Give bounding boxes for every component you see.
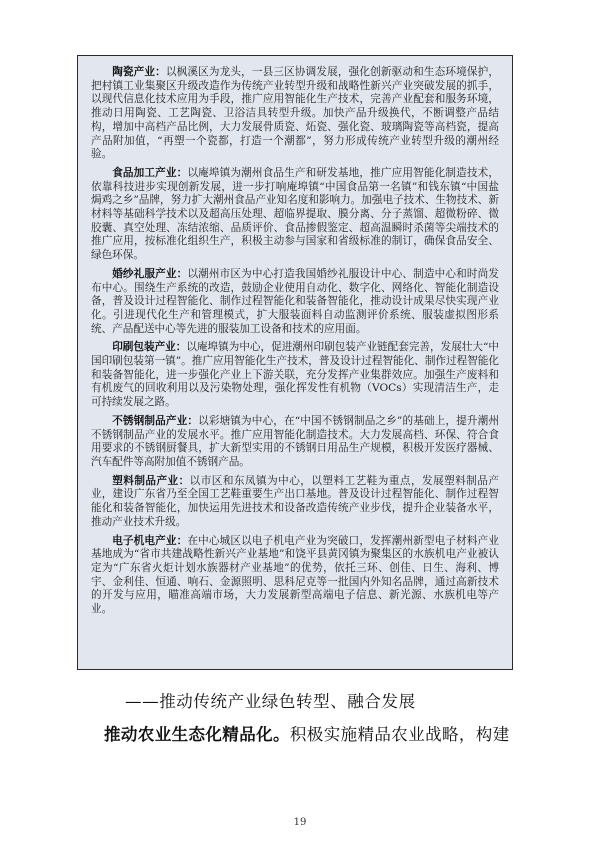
box-paragraph bbox=[91, 475, 499, 530]
body-paragraph bbox=[104, 721, 510, 745]
box-paragraph bbox=[91, 66, 499, 162]
paragraph-title: 婚纱礼服产业： bbox=[112, 267, 188, 280]
box-paragraph bbox=[91, 268, 499, 337]
box-paragraph bbox=[91, 415, 499, 470]
industry-box bbox=[77, 55, 513, 670]
box-paragraph bbox=[91, 341, 499, 410]
box-paragraph bbox=[91, 535, 499, 617]
section-heading: ——推动传统产业绿色转型、融合发展 bbox=[125, 692, 416, 711]
paragraph-title: 陶瓷产业： bbox=[112, 66, 166, 78]
paragraph-text: 以潮州市区为中心打造我国婚纱礼服设计中心、制造中心和时尚发布中心。围绕生产系统的改造，鼓励企业使用自动化、数字化、网络化、智能化制造设备，普及设计过程智能化、制作过程智能化和装备智能化，推动设计成果尽快实现产业化。引进现代化生产和管理模式，扩大服装面料自动监测评价系统、服装虚拟图形系统、产品配送中心等先进的服装加工设备和技术的应用面。 bbox=[91, 267, 500, 335]
paragraph-text: 以枫溪区为龙头，一县三区协调发展，强化创新驱动和生态环境保护，把村镇工业集聚区升级改造作为传统产业转型升级和战略性新兴产业突破发展的抓手，以现代信息化技术应用为手段，推广应用智能化生产技术，完善产业配套和服务环境，推动日用陶瓷、工艺陶瓷、卫浴洁具转型升级。加快产品升级换代，不断调整产品结构，增加中高档产品比例，大力发展骨质瓷、炻瓷、强化瓷、玻璃陶瓷等高档瓷，提高产品附加值，“再塑一个瓷都，打造一个潮都”，努力形成传统产业转型升级的潮州经验。 bbox=[91, 66, 500, 161]
paragraph-text: 以彩塘镇为中心，在“中国不锈钢制品之乡”的基础上，提升潮州不锈钢制品产业的发展水平。推广应用智能化制造技术。大力发展高档、环保、符合食用要求的不锈钢厨餐具，扩大新型实用的不锈钢日用品生产规模，积极开发医疗器械、汽车配件等高附加值不锈钢产品。 bbox=[91, 414, 499, 468]
paragraph-text: 以市区和东凤镇为中心，以塑料工艺鞋为重点，发展塑料制品产业，建设广东省乃至全国工艺鞋重要生产出口基地。普及设计过程智能化、制作过程智能化和装备智能化，加快运用先进技术和设备改造传统产业步伐，提升企业装备水平，推动产业技术升级。 bbox=[91, 474, 500, 528]
box-paragraph bbox=[91, 167, 499, 263]
paragraph-title: 不锈钢制品产业： bbox=[112, 414, 199, 427]
paragraph-title: 食品加工产业： bbox=[112, 166, 188, 179]
body-text: 积极实施精品农业战略，构建 bbox=[289, 725, 510, 744]
paragraph-text: 以庵埠镇为潮州食品生产和研发基地，推广应用智能化制造技术，依靠科技进步实现创新发展，进一步打响庵埠镇“中国食品第一名镇”和钱东镇“中国盐焗鸡之乡”品牌，努力扩大潮州食品产业知名度和影响力。加强电子技术、生物技术、新材料等基础科学技术以及超高压处理、超临界提取、膜分离、分子蒸馏、超微粉碎、微胶囊、真空处理、冻结浓缩、品质评价、食品掺假鉴定、超高温瞬时杀菌等尖端技术的推广应用，按标准化组织生产，积极主动参与国家和省级标准的制订，确保食品安全、绿色环保。 bbox=[91, 166, 500, 262]
paragraph-title: 印刷包装产业： bbox=[112, 341, 187, 354]
paragraph-title: 电子机电产业： bbox=[112, 534, 188, 547]
paragraph-text: 在中心城区以电子机电产业为突破口，发挥潮州新型电子材料产业基地成为“省市共建战略性新兴产业基地”和饶平县黄冈镇为聚集区的水族机电产业被认定为“广东省火炬计划水族器材产业基地”的优势，依托三环、创佳、日生、海利、博宇、金利佳、恒通、响石、金源照明、思科尼克等一批国内外知名品牌，通过高新技术的开发与应用，瞄准高端市场，大力发展新型高端电子信息、新光源、水族机电等产业。 bbox=[91, 534, 500, 616]
paragraph-title: 塑料制品产业： bbox=[112, 474, 190, 487]
body-lead: 推动农业生态化精品化。 bbox=[104, 725, 290, 744]
paragraph-text: 以庵埠镇为中心，促进潮州印刷包装产业链配套完善，发展壮大“中国印刷包装第一镇”。推广应用智能化生产技术，普及设计过程智能化、制作过程智能化和装备智能化，进一步强化产业上下游关联，充分发挥产业集群效应。加强生产废料和有机废气的回收利用以及污染物处理，强化挥发性有机物（VOCs）实现清洁生产，走可持续发展之路。 bbox=[91, 341, 500, 409]
page-number: 19 bbox=[293, 817, 307, 828]
